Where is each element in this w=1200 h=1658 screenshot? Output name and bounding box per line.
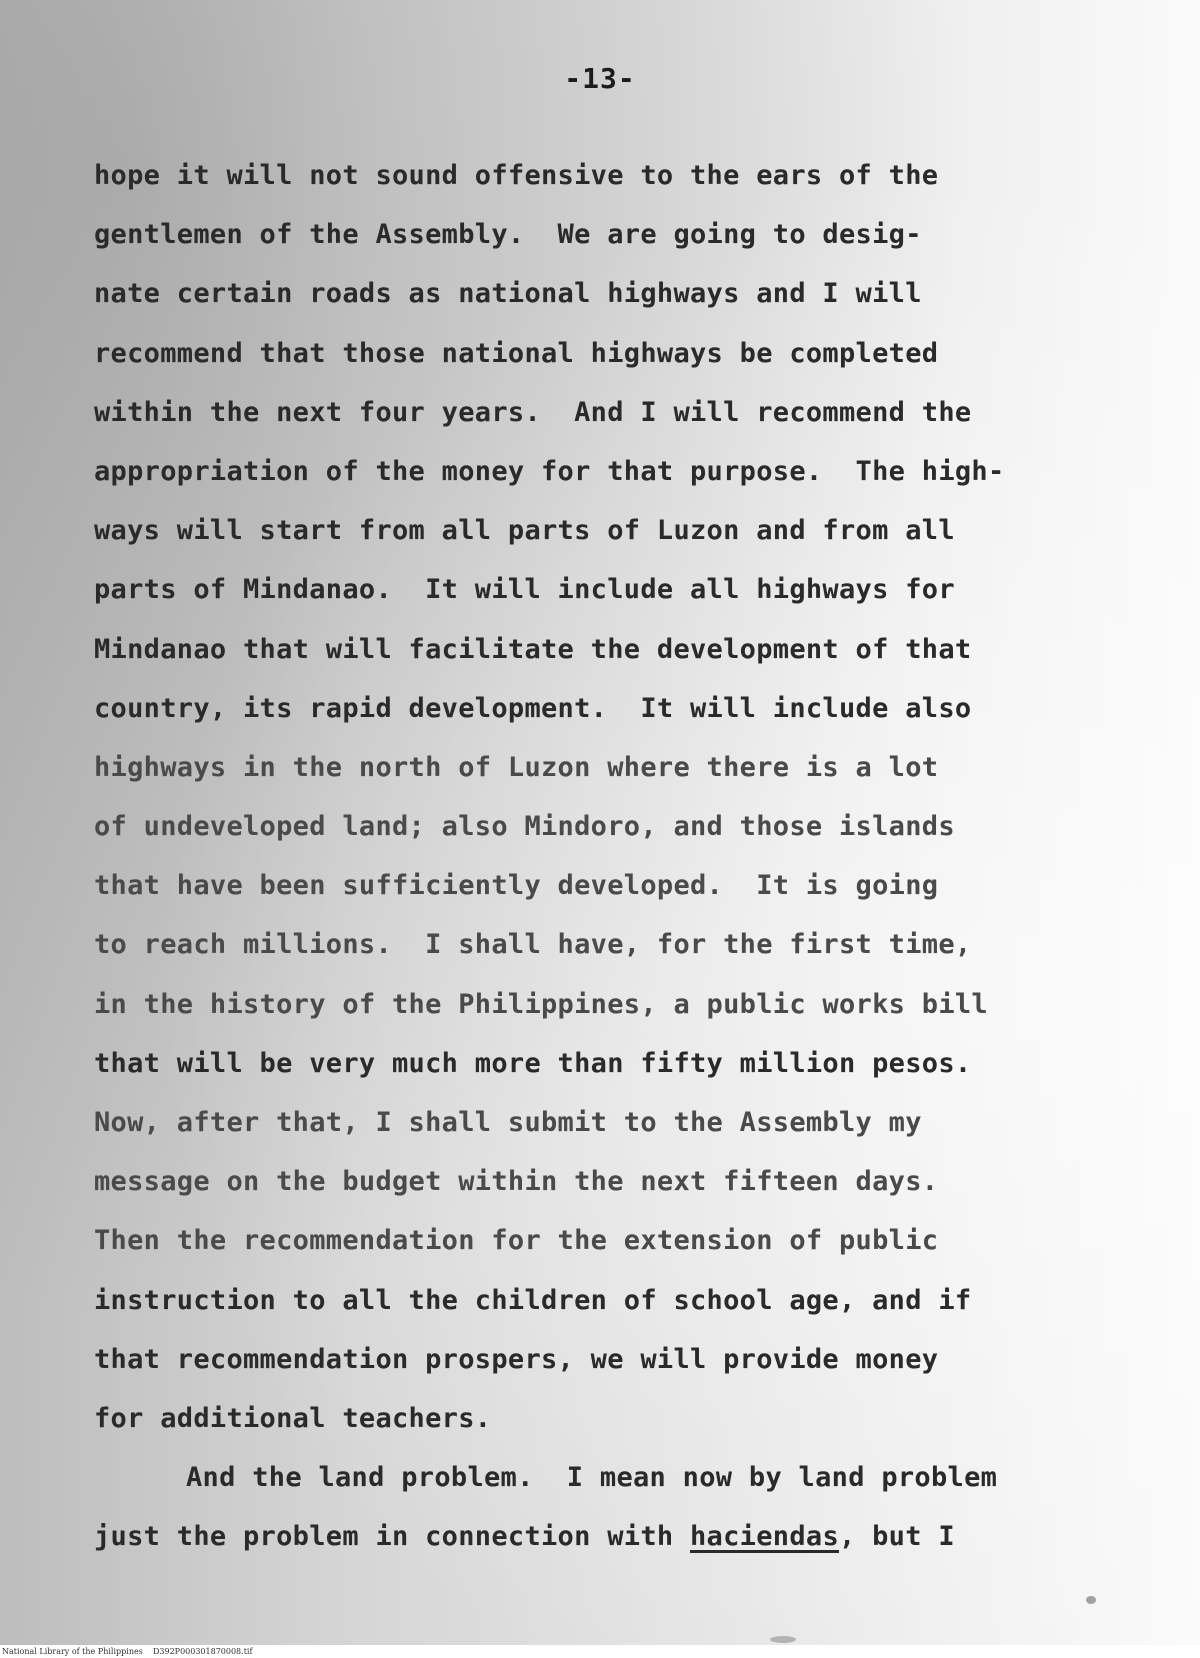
text-line-7: ways will start from all parts of Luzon and from all	[94, 515, 955, 547]
text-line-3: nate certain roads as national highways and I will	[94, 278, 922, 310]
text-line-1: hope it will not sound offensive to the ears of the	[94, 160, 939, 191]
page-number: -13-	[564, 62, 636, 95]
ink-smudge	[770, 1636, 796, 1643]
text-line-16: that will be very much more than fifty million pesos.	[94, 1047, 972, 1079]
paragraph-2-line-2	[94, 1507, 1154, 1566]
paragraph-2-line-1: And the land problem. I mean now by land problem	[186, 1462, 998, 1494]
ink-smudge	[1086, 1596, 1096, 1604]
text-line-10: country, its rapid development. It will include also	[94, 692, 972, 724]
text-line-9: Mindanao that will facilitate the development of that	[94, 633, 972, 665]
underlined-word: haciendas	[690, 1521, 839, 1553]
text-line-17: Now, after that, I shall submit to the Assembly my	[94, 1107, 922, 1138]
body-text	[94, 146, 1154, 1567]
text-line-6: appropriation of the money for that purpose. The high-	[94, 455, 1005, 487]
text-line-15: in the history of the Philippines, a public works bill	[94, 988, 988, 1020]
text-line-20: instruction to all the children of school age, and if	[94, 1284, 972, 1316]
line-text-before: just the problem in connection with	[94, 1521, 690, 1553]
text-line-14: to reach millions. I shall have, for the first time,	[94, 929, 972, 961]
text-line-12: of undeveloped land; also Mindoro, and those islands	[94, 811, 955, 843]
text-line-22: for additional teachers.	[94, 1402, 492, 1434]
text-line-21: that recommendation prospers, we will provide money	[94, 1343, 939, 1375]
text-line-5: within the next four years. And I will recommend the	[94, 396, 972, 428]
text-line-13: that have been sufficiently developed. It is going	[94, 870, 939, 902]
scan-footer	[0, 1645, 1200, 1658]
text-line-19: Then the recommendation for the extension of public	[94, 1225, 939, 1257]
footer-file-id: D392P000301870008.tif	[153, 1647, 253, 1656]
text-line-2: gentlemen of the Assembly. We are going to desig-	[94, 219, 922, 251]
footer-library: National Library of the Philippines	[2, 1647, 143, 1656]
text-line-4: recommend that those national highways be completed	[94, 337, 939, 369]
line-text-after: , but I	[839, 1521, 955, 1553]
text-line-18: message on the budget within the next fifteen days.	[94, 1166, 939, 1198]
text-line-11: highways in the north of Luzon where there is a lot	[94, 751, 939, 783]
text-line-8: parts of Mindanao. It will include all highways for	[94, 574, 955, 606]
